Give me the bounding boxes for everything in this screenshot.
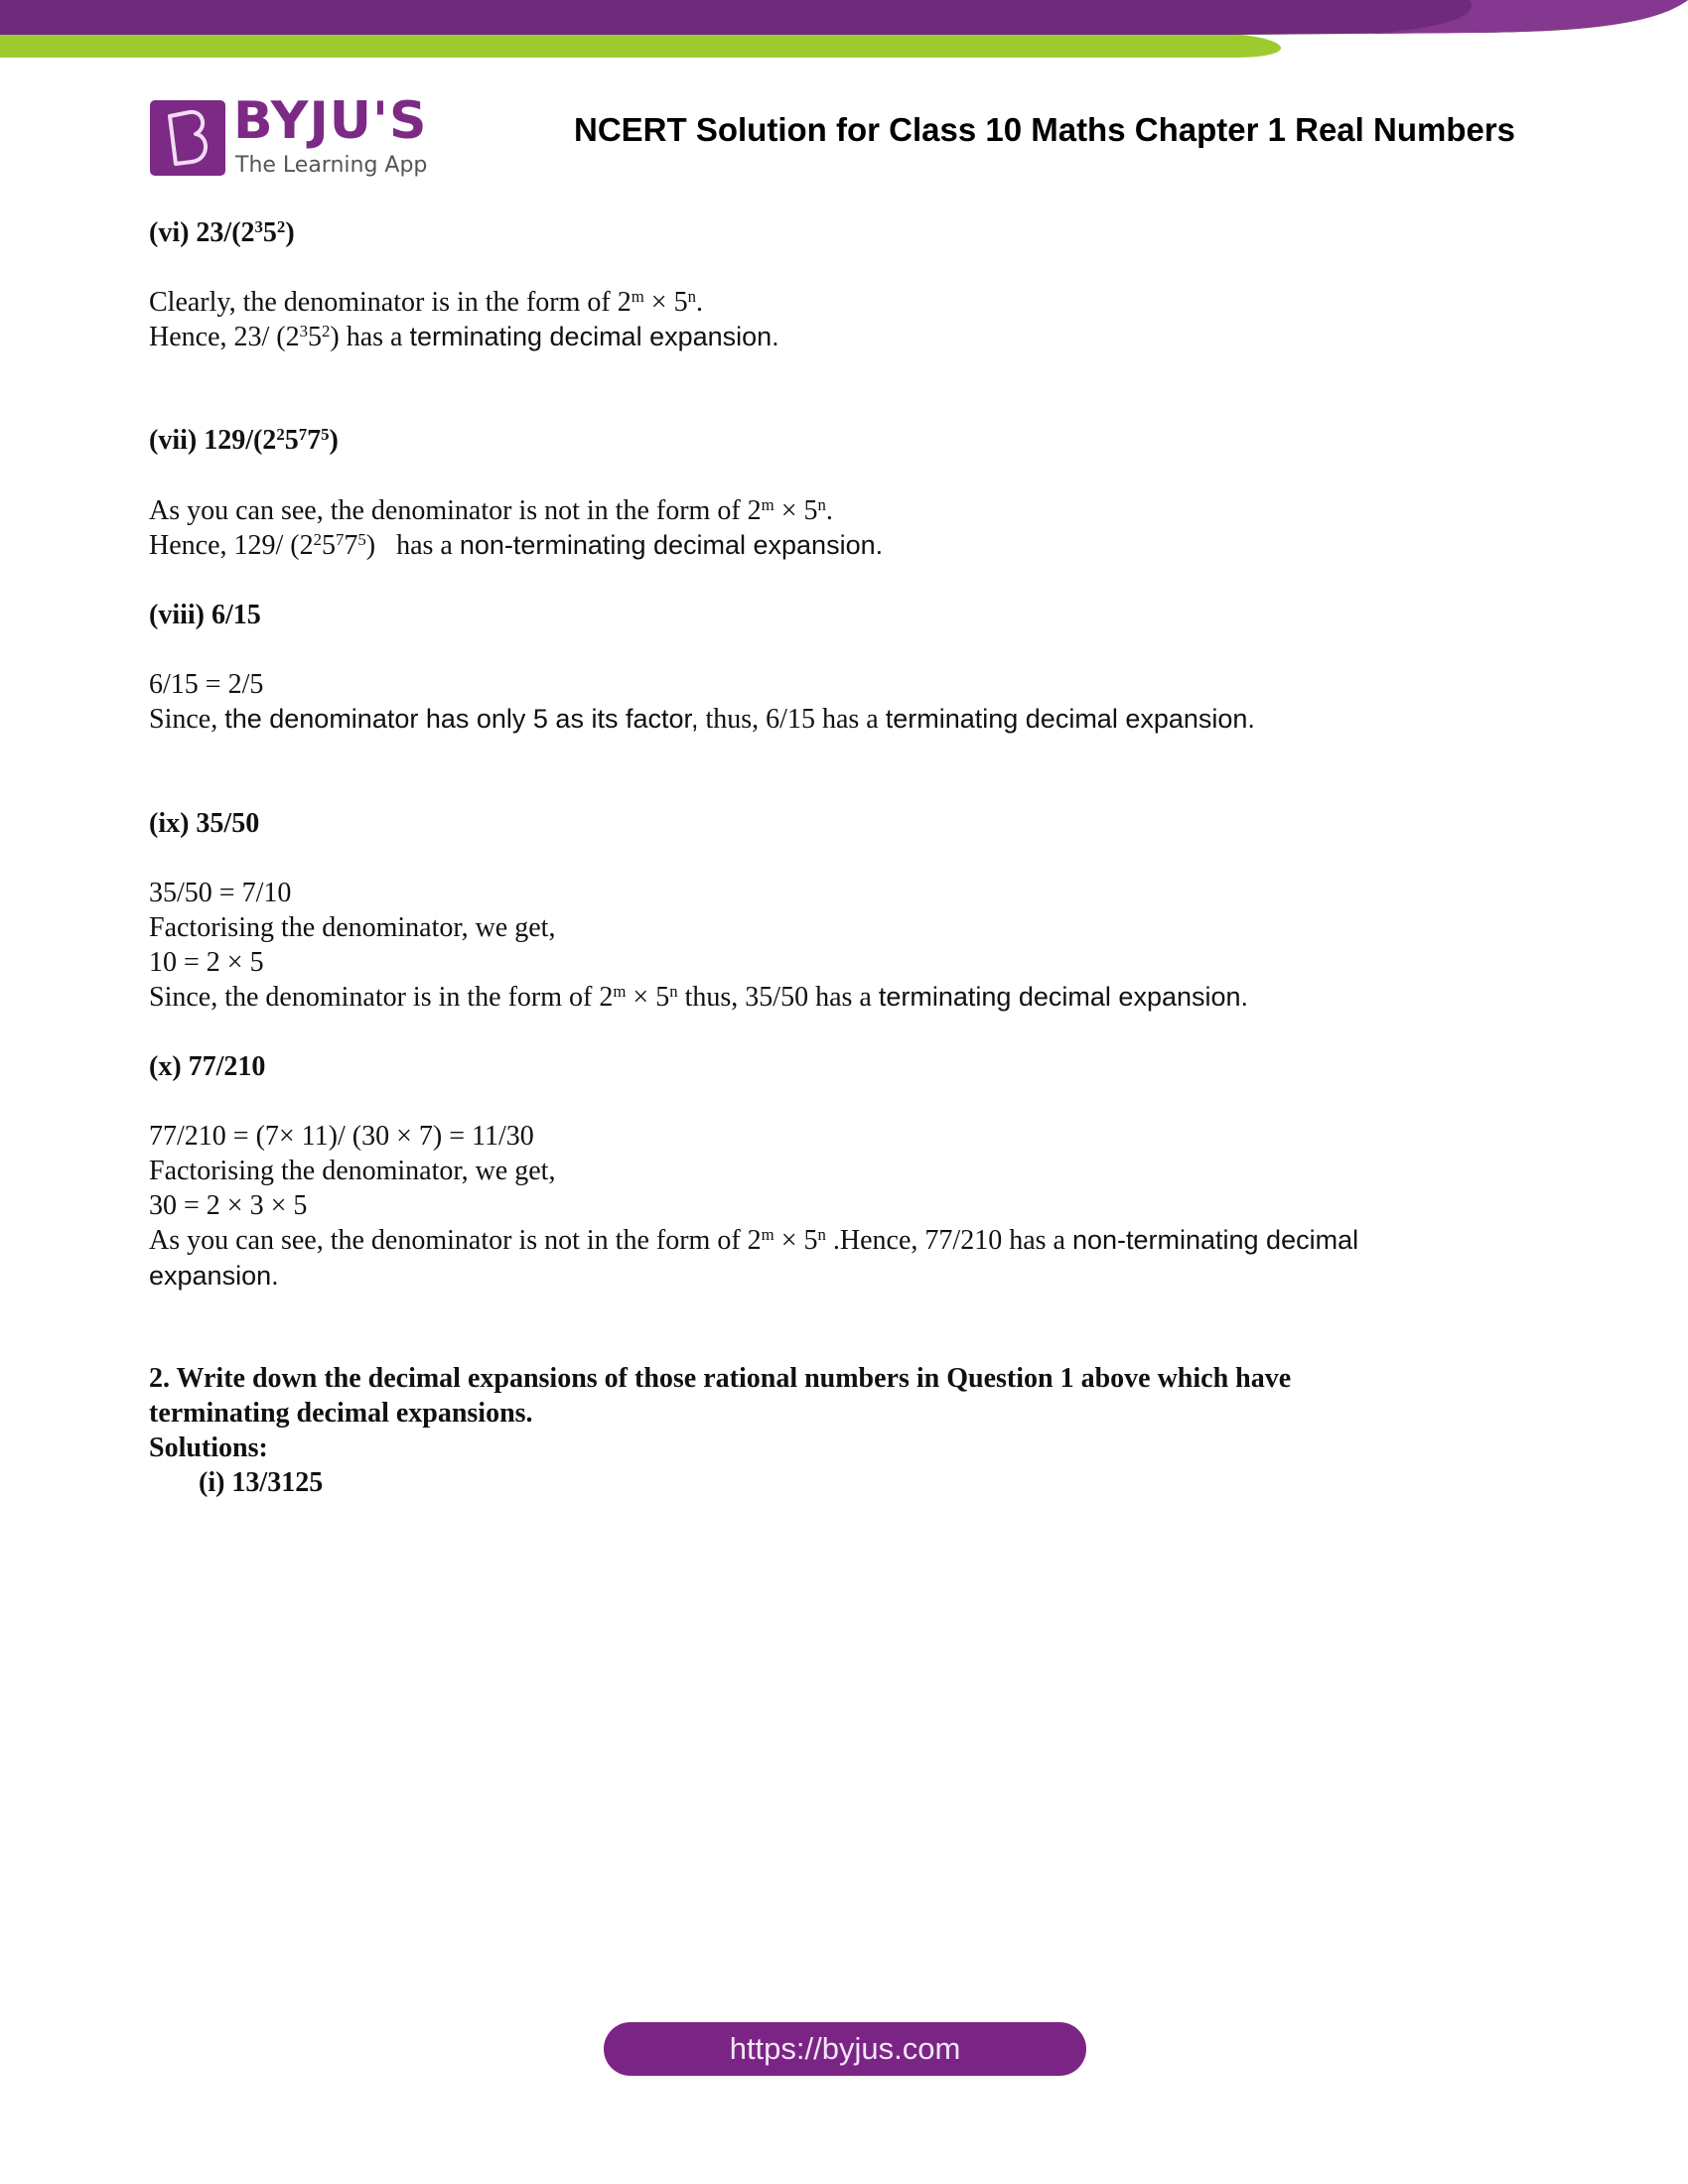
answer-line: 6/15 = 2/5 xyxy=(149,669,264,700)
footer-url-button[interactable] xyxy=(604,2022,1086,2076)
header-banner xyxy=(0,0,1688,69)
brand-tagline: The Learning App xyxy=(235,153,428,178)
answer-line: 10 = 2 × 5 xyxy=(149,947,264,978)
answer-line: Hence, 23/ $(2^35^2)$ has a terminating decimal expansion. xyxy=(149,321,779,352)
footer-url[interactable]: https://byjus.com xyxy=(729,2031,961,2066)
answer-line: Since, the denominator is in the form of $2^m \times 5^n$ thus, 35/50 has a terminating decimal expansion. xyxy=(149,981,1249,1013)
answer-line: Since, the denominator has only 5 as its factor, thus, 6/15 has a terminating decimal expansion. xyxy=(149,704,1255,735)
answer-line: Factorising the denominator, we get, xyxy=(149,1156,556,1186)
byjus-logo xyxy=(150,91,433,179)
question-heading-ix: (ix) 35/50 xyxy=(149,808,260,839)
solution-item-i: (i) 13/3125 xyxy=(199,1467,324,1498)
question-heading-vii: (vii) $129/(2^25^77^5)$ xyxy=(149,424,339,456)
question-2-line-1: 2. Write down the decimal expansions of those rational numbers in Question 1 above which have xyxy=(149,1363,1292,1394)
question-heading-x: (x) 77/210 xyxy=(149,1051,266,1082)
question-heading-viii: (viii) 6/15 xyxy=(149,600,261,630)
brand-name: BYJU'S xyxy=(233,91,428,151)
answer-line: Hence, 129/ $(2^25^77^5)$ has a non-terminating decimal expansion. xyxy=(149,529,884,561)
solutions-label: Solutions: xyxy=(149,1433,268,1463)
answer-line: 77/210 = (7× 11)/ (30 × 7) = 11/30 xyxy=(149,1121,534,1152)
answer-line: 35/50 = 7/10 xyxy=(149,878,292,908)
answer-line: As you can see, the denominator is not in the form of $2^m \times 5^n$. xyxy=(149,494,833,526)
answer-line: As you can see, the denominator is not in the form of $2^m \times 5^n$ .Hence, 77/210 has a non-terminating decimal xyxy=(149,1224,1359,1256)
question-heading-vi: (vi) $23/(2^35^2)$ xyxy=(149,216,295,248)
byjus-logo-icon xyxy=(150,100,225,176)
answer-line: expansion. xyxy=(149,1261,279,1291)
question-2-line-2: terminating decimal expansions. xyxy=(149,1398,533,1429)
document-title: NCERT Solution for Class 10 Maths Chapter 1 Real Numbers xyxy=(574,111,1516,148)
answer-line: Clearly, the denominator is in the form of $2^m \times 5^n$. xyxy=(149,286,703,318)
answer-line: 30 = 2 × 3 × 5 xyxy=(149,1190,308,1221)
answer-line: Factorising the denominator, we get, xyxy=(149,912,556,943)
